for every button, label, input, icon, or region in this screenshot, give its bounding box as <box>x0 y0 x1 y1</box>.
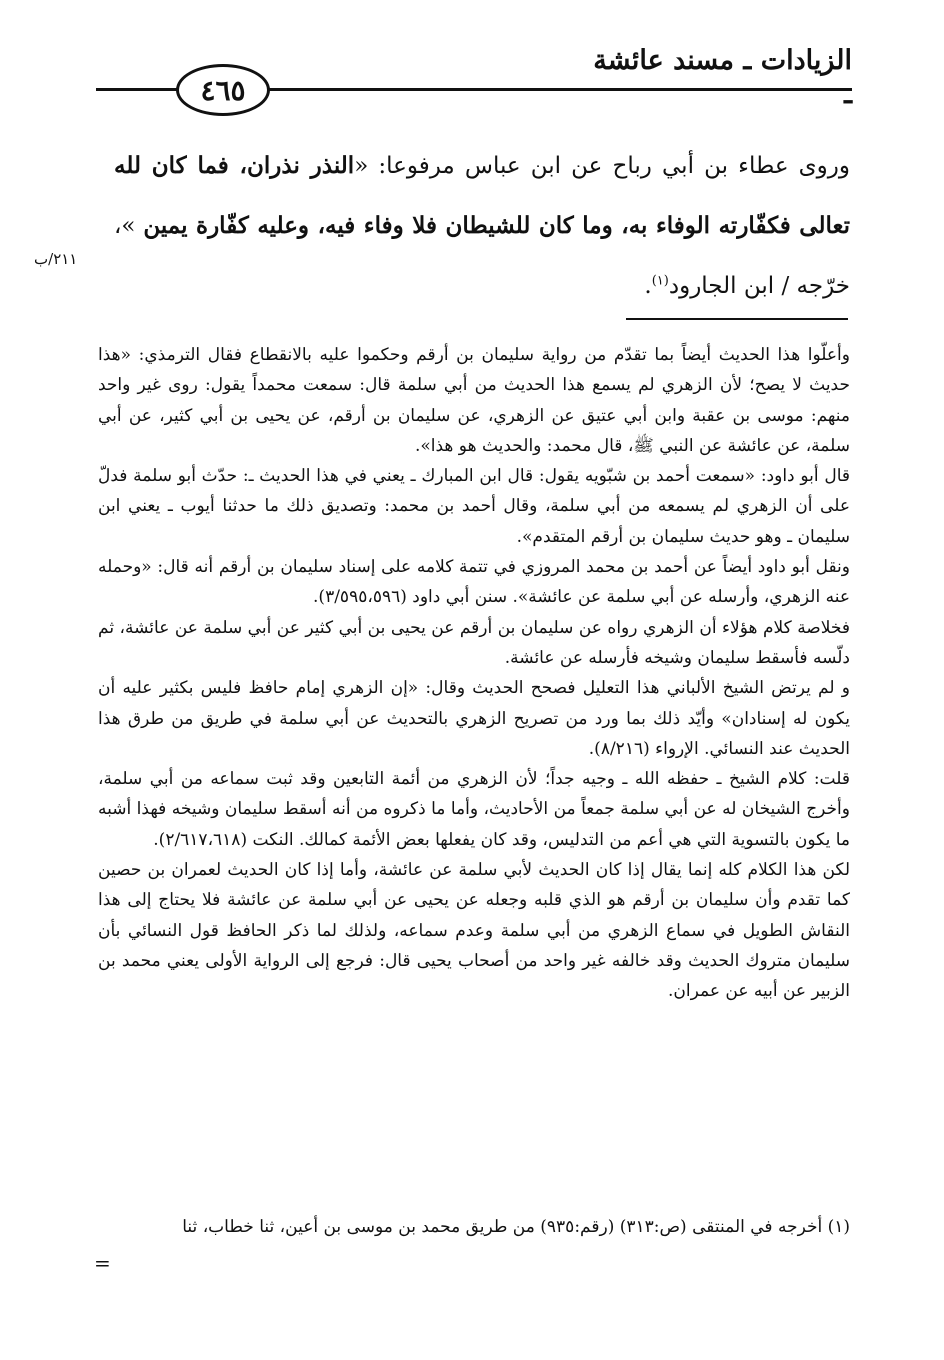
manuscript-folio-note: ٢١١/ب <box>34 250 78 268</box>
hadith-text: النذر نذران، فما كان لله تعالى فكفّارته الوفاء به، وما كان للشيطان فلا وفاء فيه، وعليه كفّارة يمين <box>114 152 850 239</box>
main-outro: »، خرّجه / ابن الجارود <box>114 213 850 299</box>
page-number-oval <box>176 64 270 116</box>
commentary-paragraph: لكن هذا الكلام كله إنما يقال إذا كان الحديث لأبي سلمة عن عائشة، وأما إذا كان الحديث لعمران بن حصين كما تقدم وأن سليمان بن أرقم هو الذي قلبه وجعله عن يحيى عن أبي سلمة عن عائشة فلا يحتاج إلى هذا النقاش الطويل في سماع الزهري من أبي سلمة وعدم سماعه، ولذلك لما ذكر الحافظ قول النسائي بأن سليمان متروك الحديث وقد خالفه غير واحد من أصحاب يحيى قال: فرجع إلى الرواية الأولى يعني محمد بن الزبير عن أبيه عن عمران. <box>98 860 850 1002</box>
commentary-paragraph: و لم يرتض الشيخ الألباني هذا التعليل فصحح الحديث وقال: «إن الزهري إمام حافظ فليس بكثير عليه أن يكون له إسنادان» وأيّد ذلك بما ورد من تصريح الزهري بالتحديث عن أبي سلمة في طريق من طرق هذا الحديث عند النسائي. الإرواء (٨/٢١٦). <box>98 678 850 759</box>
commentary-paragraph: قال أبو داود: «سمعت أحمد بن شبّويه يقول: قال ابن المبارك ـ يعني في هذا الحديث ـ: حدّث أبو سلمة فدلّ على أن الزهري لم يسمعه من أبي سلمة، وقال أحمد بن محمد: وتصديق ذلك ما حدثنا أيوب ـ يعني ابن سليمان ـ وهو حديث سليمان بن أرقم المتقدم». <box>98 466 850 547</box>
footnote-ref: (١) <box>651 273 669 289</box>
footnote: (١) أخرجه في المنتقى (ص:٣١٣) (رقم:٩٣٥) من طريق محمد بن موسى بن أعين، ثنا خطاب، ثنا <box>182 1217 850 1237</box>
notes-separator-rule <box>626 318 848 320</box>
main-intro: وروى عطاء بن أبي رباح عن ابن عباس مرفوعا: « <box>354 153 850 179</box>
commentary-paragraph: قلت: كلام الشيخ ـ حفظه الله ـ وجيه جداً؛ لأن الزهري من أئمة التابعين وقد ثبت سماعه من أبي سلمة، وأخرج الشيخان له عن أبي سلمة جمعاً من الأحاديث، وأما ما ذكروه من أنه أسقط سليمان وشيخه فهذا أشبه ما يكون بالتسوية التي هي أعم من التدليس، وقد كان يفعلها بعض الأئمة كمالك. النكت (٢/٦١٧،٦١٨). <box>98 769 850 850</box>
footnote-continuation-mark: = <box>94 1251 111 1275</box>
commentary-paragraph: ونقل أبو داود أيضاً عن أحمد بن محمد المروزي في تتمة كلامه على إسناد سليمان بن أرقم أنه قال: «وحمله عنه الزهري، وأرسله عن أبي سلمة عن عائشة». سنن أبي داود (٣/٥٩٥،٥٩٦). <box>98 557 850 608</box>
main-end: . <box>644 273 652 299</box>
commentary-paragraph: فخلاصة كلام هؤلاء أن الزهري رواه عن سليمان بن أرقم عن يحيى بن أبي كثير عن أبي سلمة عن عائشة، ثم دلّسه فأسقط سليمان وشيخه فأرسله عن عائشة. <box>98 617 850 668</box>
commentary-paragraph: وأعلّوا هذا الحديث أيضاً بما تقدّم من رواية سليمان بن أرقم وحكموا عليه بالانقطاع فقال الترمذي: «هذا حديث لا يصح؛ لأن الزهري لم يسمع هذا الحديث من أبي سلمة قال: سمعت محمداً يقول: روى غير واحد منهم: موسى بن عقبة وابن أبي عتيق عن الزهري، عن سليمان بن أرقم، عن يحيى بن أبي كثير، عن أبي سلمة، عن عائشة عن النبي ﷺ، قال محمد: والحديث هو هذا». <box>98 345 850 456</box>
commentary-block <box>98 340 850 1007</box>
page-number: ٤٦٥ <box>200 73 246 107</box>
running-header-title: الزيادات ـ مسند عائشة ـ <box>593 45 852 110</box>
main-paragraph <box>114 136 850 316</box>
